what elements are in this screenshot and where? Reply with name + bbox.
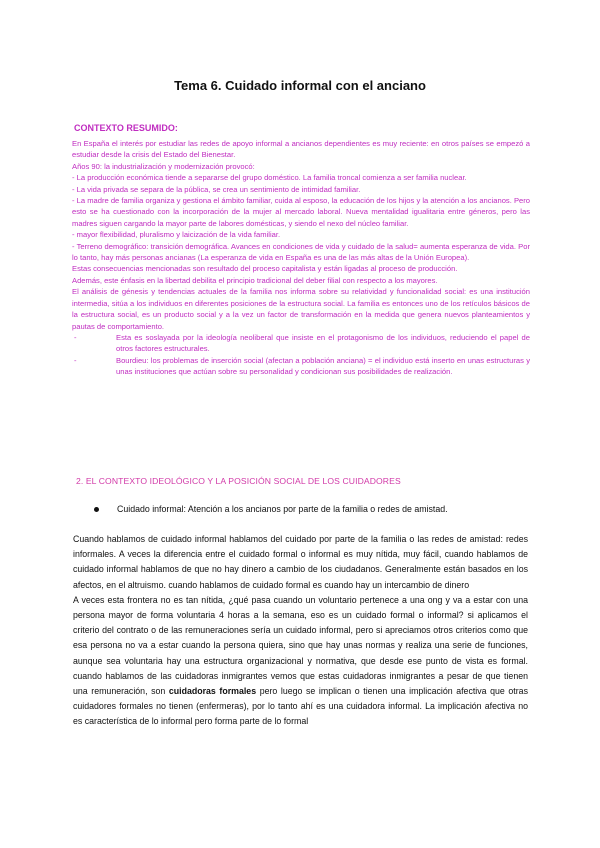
context-paragraph: - mayor flexibilidad, pluralismo y laicización de la vida familiar.	[72, 230, 281, 240]
bold-term: cuidadoras formales	[168, 686, 257, 697]
context-summary	[72, 138, 530, 378]
bullet-text: Bourdieu: los problemas de inserción social (afectan a población anciana) = el individuo está inserto en unas estructuras y unas instituciones que actúan sobre su personalidad y condicionan sus posibilidades de realización.	[116, 355, 530, 377]
bullet-dot-icon	[94, 507, 99, 512]
context-paragraph: Estas consecuencias mencionadas son resultado del proceso capitalista y están ligadas al proceso de producción.	[72, 264, 458, 274]
body-text-span: pero luego se implican o tienen una implicación afectiva que otras cuidadores formales no tienen (enfermeras), por lo tanto ahí es una cuidadora informal. La implicación afectiva no es característica de lo informal pero forma parte de lo formal	[73, 686, 528, 727]
body-text	[73, 532, 528, 730]
bullet-dash: -	[74, 332, 77, 342]
context-paragraph: El análisis de génesis y tendencias actuales de la familia nos informa sobre su relatividad y funcionalidad social: es una institución intermedia, sitúa a los individuos en diferentes posiciones de la estructura social. La familia es entonces uno de los retículos básicos de la estructura social, es un producto social y a la vez un factor de transformación en la medida que genera nuevos planteamientos y pautas de comportamiento.	[72, 287, 530, 331]
body-text-span: A veces esta frontera no es tan nítida, ¿qué pasa cuando un voluntario pertenece a una ong y va a estar con una persona mayor de forma voluntaria 4 horas a la semana, eso es un cuidado formal o informal? si aplicamos el criterio del contrato o de las remuneraciones sería un cuidado informal, pero si apreciamos otros criterios como que esa persona no va a estar cuando la persona quiera, sino que hay unas normas y realiza una serie de funciones, aunque sea voluntaria hay una estructura organizacional y normativa, que desde ese punto de vista es formal. cuando hablamos de las cuidadoras inmigrantes vemos que estas cuidadoras inmigrantes a pesar de que tienen una remuneración, son	[73, 594, 528, 697]
context-paragraph: - La madre de familia organiza y gestiona el ámbito familiar, cuida al esposo, la educación de los hijos y la atención a los ancianos. Pero esto se ha cuestionado con la incorporación de la mujer al mercado laboral. Nueva mentalidad igualitaria entre géneros, pero las madres siguen cargando la mayor parte de labores domésticas, y siendo el nexo del núcleo familiar.	[72, 196, 530, 228]
definition-text: Cuidado informal: Atención a los ancianos por parte de la familia o redes de amistad.	[117, 504, 448, 514]
context-paragraph: - La vida privada se separa de la pública, se crea un sentimiento de intimidad familiar.	[72, 184, 361, 194]
context-paragraph: En España el interés por estudiar las redes de apoyo informal a ancianos dependientes es muy reciente: en otros países se empezó a estudiar desde la crisis del Estado del Bienestar.	[72, 139, 530, 160]
bullet-dash: -	[74, 355, 77, 365]
context-paragraph: Años 90: la industrialización y modernización provocó:	[72, 161, 255, 171]
section-heading: 2. EL CONTEXTO IDEOLÓGICO Y LA POSICIÓN SOCIAL DE LOS CUIDADORES	[76, 476, 401, 486]
context-heading: CONTEXTO RESUMIDO:	[74, 123, 178, 133]
page-title: Tema 6. Cuidado informal con el anciano	[174, 78, 426, 93]
context-bullet	[72, 355, 530, 378]
context-bullet	[72, 332, 530, 355]
bullet-text: Esta es soslayada por la ideología neoliberal que insiste en el protagonismo de los individuos, reduciendo el papel de otros factores estructurales.	[116, 332, 530, 354]
body-paragraph	[73, 593, 528, 730]
body-paragraph: Cuando hablamos de cuidado informal hablamos del cuidado por parte de la familia o las redes de amistad: redes informales. A veces la diferencia entre el cuidado formal o informal es muy nítida, muy fácil, cuando hablamos de cuidado informal hablamos de que no hay dinero a cambio de los ciudadanos. Generalmente están basados en los afectos, en el altruismo. cuando hablamos de cuidado formal es cuando hay un intercambio de dinero	[73, 534, 528, 590]
context-paragraph: Además, este énfasis en la libertad debilita el principio tradicional del deber filial con respecto a los mayores.	[72, 275, 438, 285]
context-paragraph: - La producción económica tiende a separarse del grupo doméstico. La familia troncal comienza a ser familia nuclear.	[72, 173, 467, 183]
definition-bullet	[94, 504, 448, 514]
context-paragraph: - Terreno demográfico: transición demográfica. Avances en condiciones de vida y cuidado de la salud= aumenta esperanza de vida. Por lo tanto, hay más personas ancianas (La esperanza de vida en España es una de las más altas de la Unión Europea).	[72, 241, 530, 263]
